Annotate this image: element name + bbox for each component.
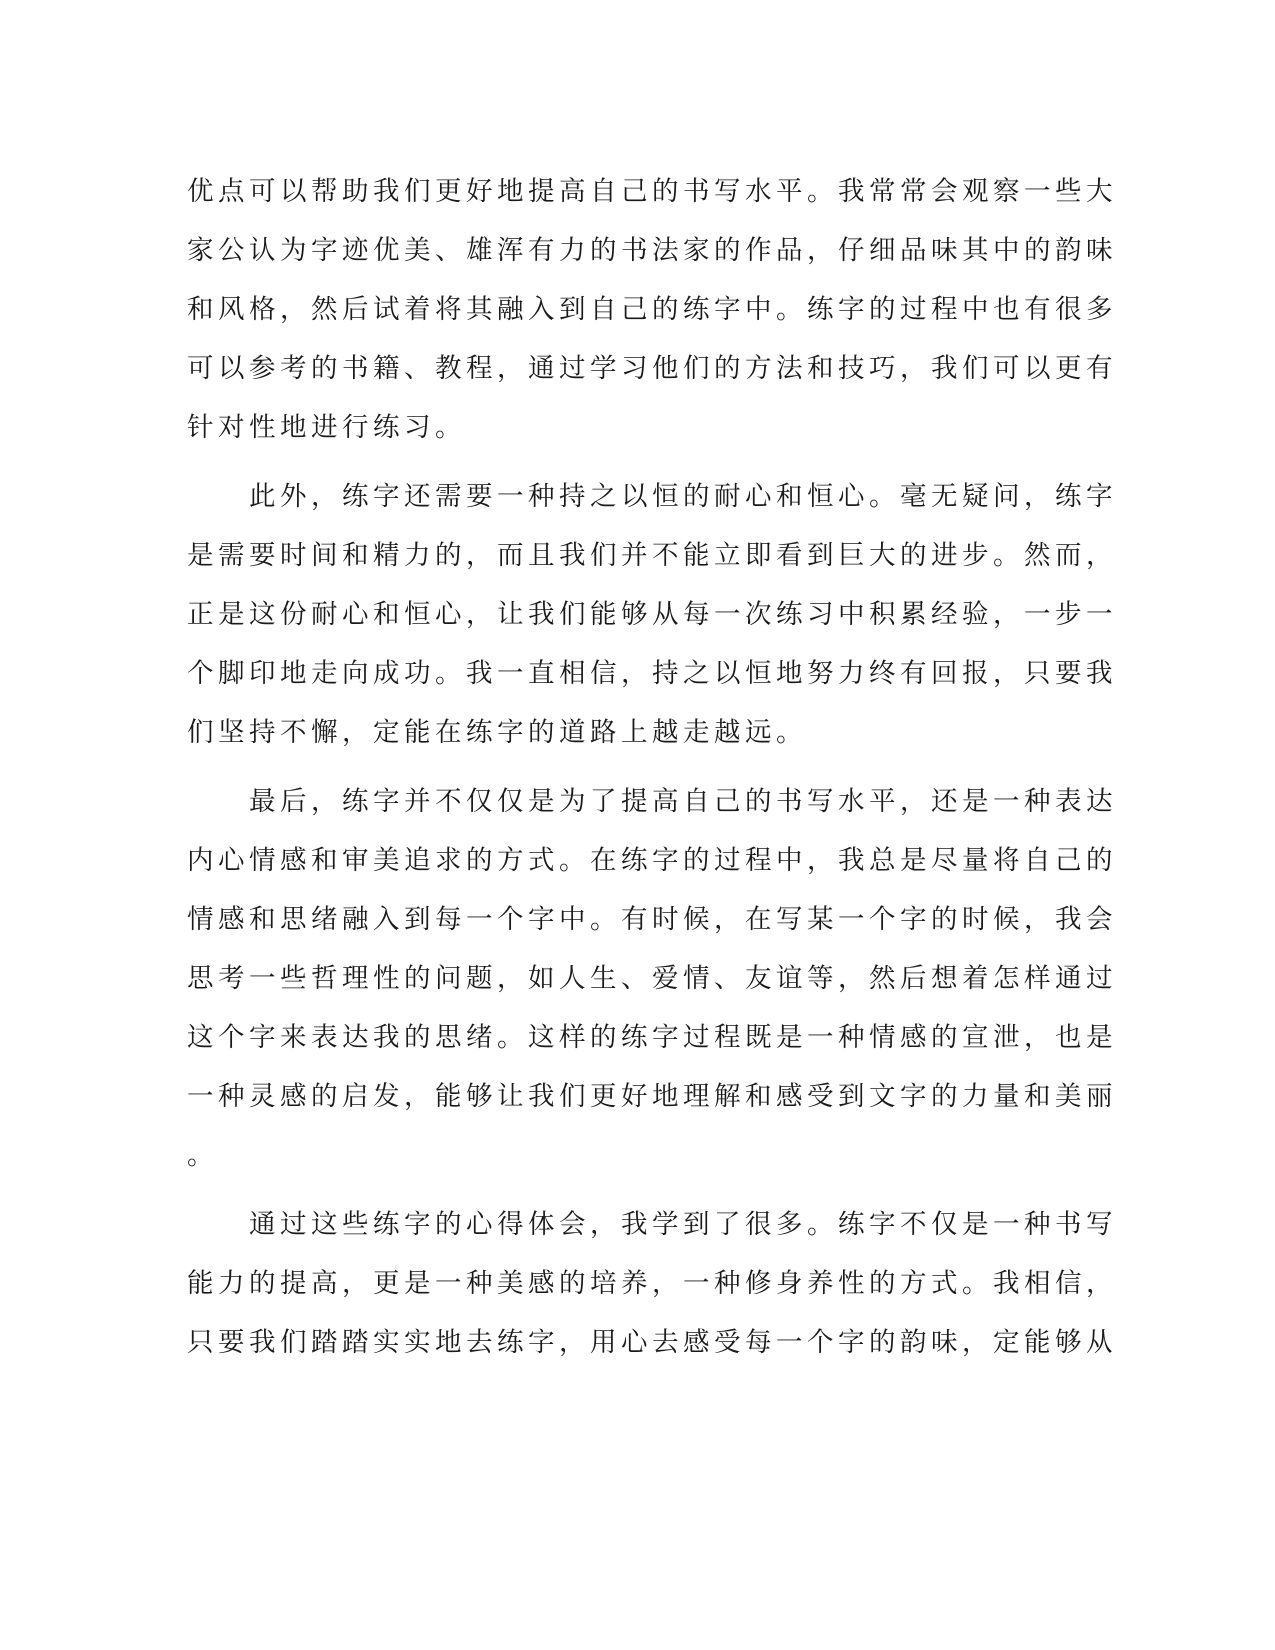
- text-line: 个脚印地走向成功。我一直相信，持之以恒地努力终有回报，只要我: [187, 658, 1117, 689]
- text-line: 最后，练字并不仅仅是为了提高自己的书写水平，还是一种表达: [187, 786, 1117, 817]
- text-line: 一种灵感的启发，能够让我们更好地理解和感受到文字的力量和美丽: [187, 1081, 1117, 1112]
- paragraph-2: [187, 467, 1117, 762]
- text-line: 此外，练字还需要一种持之以恒的耐心和恒心。毫无疑问，练字: [187, 481, 1117, 512]
- text-line: 可以参考的书籍、教程，通过学习他们的方法和技巧，我们可以更有: [187, 353, 1117, 384]
- paragraph-gap: [187, 762, 1065, 772]
- paragraph-3: [187, 772, 1117, 1185]
- paragraph-4: [187, 1195, 1117, 1372]
- text-line: 情感和思绪融入到每一个字中。有时候，在写某一个字的时候，我会: [187, 904, 1117, 935]
- text-line: 们坚持不懈，定能在练字的道路上越走越远。: [187, 717, 807, 748]
- text-line: 思考一些哲理性的问题，如人生、爱情、友谊等，然后想着怎样通过: [187, 963, 1117, 994]
- text-line: 能力的提高，更是一种美感的培养，一种修身养性的方式。我相信，: [187, 1268, 1117, 1299]
- paragraph-gap: [187, 457, 1065, 467]
- text-line: 只要我们踏踏实实地去练字，用心去感受每一个字的韵味，定能够从: [187, 1327, 1117, 1358]
- text-line: 通过这些练字的心得体会，我学到了很多。练字不仅是一种书写: [187, 1209, 1117, 1240]
- body-text: [187, 162, 1117, 1372]
- text-line: 家公认为字迹优美、雄浑有力的书法家的作品，仔细品味其中的韵味: [187, 235, 1117, 266]
- paragraph-1: [187, 162, 1117, 457]
- text-line: 是需要时间和精力的，而且我们并不能立即看到巨大的进步。然而，: [187, 540, 1117, 571]
- text-line: 内心情感和审美追求的方式。在练字的过程中，我总是尽量将自己的: [187, 845, 1117, 876]
- text-line: 针对性地进行练习。: [187, 412, 466, 443]
- text-line: 正是这份耐心和恒心，让我们能够从每一次练习中积累经验，一步一: [187, 599, 1117, 630]
- text-line: 。: [187, 1140, 218, 1171]
- text-line: 和风格，然后试着将其融入到自己的练字中。练字的过程中也有很多: [187, 294, 1117, 325]
- paragraph-gap: [187, 1185, 1065, 1195]
- text-line: 这个字来表达我的思绪。这样的练字过程既是一种情感的宣泄，也是: [187, 1022, 1117, 1053]
- text-line: 优点可以帮助我们更好地提高自己的书写水平。我常常会观察一些大: [187, 176, 1117, 207]
